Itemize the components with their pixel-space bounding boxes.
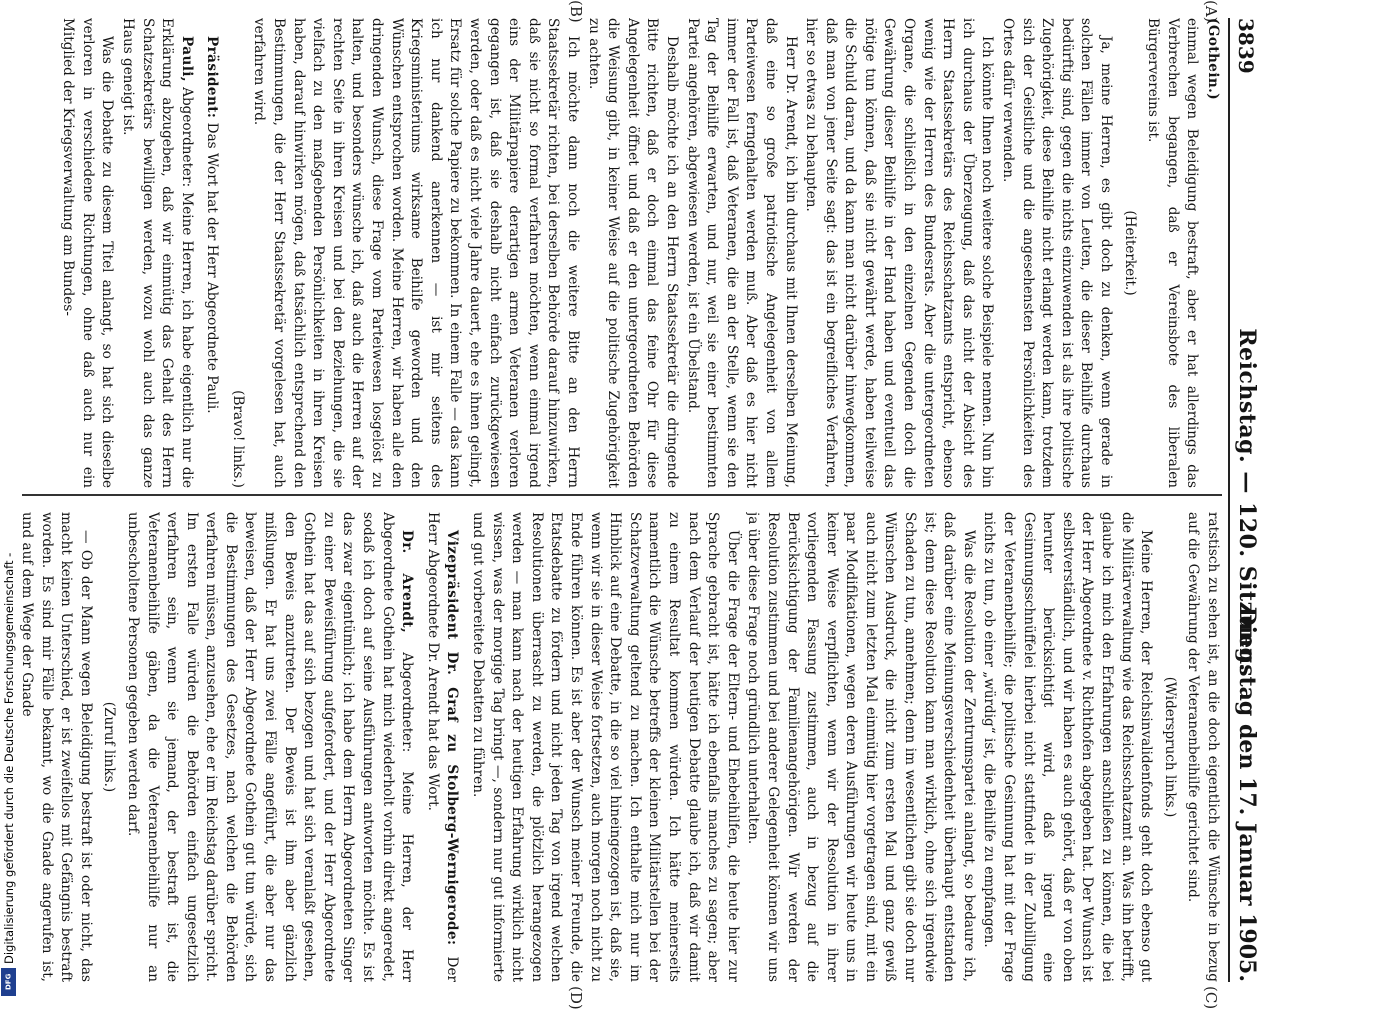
paragraph: einmal wegen Beleidigung bestraft, aber er hat allerdings das Verbrechen begangen, daß er Vereinsbote des liberalen Bürgervereins ist. (1145, 18, 1201, 488)
paragraph: Ja, meine Herren, es gibt doch zu denken, wenn gerade in solchen Fällen immer von Leuten, die dieser Beihilfe durchaus bedürftig sind, gegen die nichts einzuwenden ist als ihre politische Zugehörigkeit, diese Beihilfe nicht erlangt werden kann, trotzdem sich der Geistliche und die angesehensten Persönlichkeiten des Ortes dafür verwenden. (1000, 18, 1115, 488)
paragraph: Was die Debatte zu diesem Titel anlangt, so hat sich dieselbe verloren in verschiedene Richtungen, ohne daß auch nur ein Mitglied der Kriegsverwaltung am Bundes- (60, 18, 116, 488)
speech-text: Das Wort hat der Herr Abgeordnete Pauli. (204, 122, 221, 414)
page-header (1228, 18, 1264, 982)
speech-text: Abgeordneter: Meine Herren, ich habe eigentlich nur die Erklärung abzugeben, daß wir einmütig das Gehalt des Herrn Schatzsekretärs bewilligen werden, wozu wohl auch das ganze Haus geneigt ist. (119, 18, 195, 488)
margin-marker-c: (C) (1202, 986, 1220, 1010)
speaker-name: Pauli, (178, 36, 195, 83)
margin-marker-d: (D) (567, 986, 585, 1010)
paragraph: Deshalb möchte ich an den Herrn Staatssekretär die dringende Bitte richten, daß er doch einmal das feine Ohr für diese Angelegenheit öffnet und daß er den untergeordneten Behörden die Weisung gibt, in keiner Weise auf die politische Zugehörigkeit zu achten. (585, 18, 680, 488)
speech-text: Abgeordneter: Meine Herren, der Herr Abgeordnete Gothein hat mich wiederholt vorhin direkt angeredet, sodaß ich doch auf seine Ausführungen antworten möchte. Es ist das zwar eigentümlich; ich habe dem Herrn Abgeordneten Singer zu einer Beweisführung aufgefordert, und der Herr Abgeordnete Gothein hat das auf sich bezogen und hat sich veranlaßt gesehen, den Beweis anzutreten. Der Beweis ist ihm aber gänzlich mißlungen. Er hat uns zwei Fälle angeführt, die aber nur das beweisen, daß der Herr Abgeordnete Gothein gut tun würde, sich die Bestimmungen des Gesetzes, nach welchen die Behörden verfahren müssen, anzusehen, ehe er im Reichstag darüber spricht. Im ersten Falle würden die Behörden einfach ungesetzlich verfahren sein, wenn sie jemand, der bestraft ist, die Veteranenbeihilfe gäben, da die Veteranenbeihilfe nur an unbescholtene Personen gegeben werden darf. (124, 512, 416, 982)
speaker-paragraph (117, 18, 195, 488)
dfg-logo: DFG (1, 968, 16, 996)
right-column (12, 512, 1222, 982)
page-number: 3839 (1234, 18, 1258, 74)
margin-marker-b: (B) (567, 0, 585, 23)
speaker-paragraph (122, 512, 416, 982)
speaker-label: Präsident: (204, 36, 221, 119)
paragraph: Meine Herren, der Reichsinvalidenfonds geht doch ebenso gut die Militärverwaltung wie das Reichsschatzamt an. Was ihn betrifft, glaube ich mich den Erfahrungen anschließen zu können, die bei der Herr Abgeordnete v. Richthofen abgegeben hat. Der Wunsch ist selbstverständlich, und wir haben es auch gehört, daß er von oben herunter berücksichtigt wird, daß irgend eine Gesinnungsschnüffelei hierbei nicht stattfindet in der Zubilligung der Veteranenbeihilfe; die politische Gesinnung hat mit der Frage nichts zu tun, ob einer „würdig“ ist, die Beihilfe zu empfangen. (981, 512, 1155, 982)
watermark-text: Digitalisierung gefördert durch die Deutsche Forschungsgemeinschaft - (2, 552, 16, 964)
paragraph: Ich könnte Ihnen noch weitere solche Beispiele nennen. Nun bin ich durchaus der Überzeugung, daß das nicht der Absicht des Herrn Staatssekretärs des Reichsschatzamts entspricht, ebenso wenig wie der Herren des Bundesrats. Aber die untergeordneten Organe, die schließlich in den einzelnen Gegenden doch die Gewährung dieser Beihilfe in der Hand haben und eventuell das nötige tun können, daß sie nicht gewährt werde, haben teilweise die Schuld daran, und da kann man nicht darüber hinwegkommen, daß man von jener Seite sagt: das ist ein begreifliches Verfahren, hier so etwas zu behaupten. (803, 18, 996, 488)
interjection: (Heiterkeit.) (1121, 210, 1138, 296)
speaker-tag: (Gothein.) (1205, 18, 1221, 101)
speaker-label: Vizepräsident Dr. Graf zu Stolberg-Wernigerode: (444, 530, 461, 946)
speech-text: Der Herr Abgeordnete Dr. Arendt hat das Wort. (424, 512, 461, 982)
paragraph: Was die Resolution der Zentrumspartei anlangt, so bedaure ich, daß darüber eine Meinungsverschiedenheit überhaupt entstanden ist; denn diese Resolution kann man wirklich, ohne sich irgendwie Schaden zu tun, annehmen; denn im wesentlichen gibt sie doch nur Wünschen Ausdruck, die nicht zum ersten Mal und ganz gewiß auch nicht zum letzten Mal einmütig hier vorgetragen sind, mit ein paar Modifikationen, wegen deren Ausführungen wir heute uns in keiner Weise verpflichten, wenn wir der Resolution in ihrer vorliegenden Fassung zustimmen, auch in bezug auf die Berücksichtigung der Familienangehörigen. Wir werden der Resolution zustimmen und bei anderer Gelegenheit können wir uns ja über diese Frage noch gründlich unterhalten. (745, 512, 977, 982)
session-date: Dienstag den 17. Januar 1905. (1234, 606, 1260, 982)
paragraph: — Ob der Mann wegen Beleidigung bestraft ist oder nicht, das macht keinen Unterschied, er ist zweifellos mit Gefängnis bestraft worden. Es sind mir Fälle bekannt, wo die Gnade angerufen ist, und auf dem Wege der Gnade (18, 512, 94, 982)
speaker-paragraph (422, 512, 461, 982)
paragraph: ratstisch zu sehen ist, an die doch eigentlich die Wünsche in bezug auf die Gewährung der Veteranenbeihilfe gerichtet sind. (1185, 512, 1221, 982)
column-divider (22, 494, 1222, 496)
left-column (12, 18, 1222, 488)
interjection: (Widerspruch links.) (1161, 676, 1178, 818)
digitization-notice (0, 552, 18, 1000)
paragraph: Ich möchte dann noch die weitere Bitte an den Herrn Staatssekretär richten, bei derselben Behörde darauf hinzuwirken, daß sie nicht so formal verfahren möchten, wenn einmal irgend eins der Militärpapiere derartigen armen Veteranen verloren gegangen ist, daß sie deshalb nicht einfach zurückgewiesen werden, oder daß es nicht viele Jahre dauert, ehe es ihnen gelingt, Ersatz für solche Papiere zu bekommen. In einem Falle — das kann ich nur dankend anerkennen — ist mir seitens des Kriegsministeriums wirksame Beihilfe geworden und den Wünschen entsprochen worden. Meine Herren, wir haben alle den dringenden Wunsch, diese Frage vom Parteiwesen losgelöst zu halten, und besonders wünsche ich, daß auch die Herren auf der rechten Seite in ihren Kreisen und bei den Beziehungen, die sie vielfach zu den maßgebenden Persönlichkeiten in ihren Kreisen haben, darauf hinwirken mögen, daß tatsächlich entsprechend den Bestimmungen, die der Herr Staatssekretär vorgelesen hat, auch verfahren wird. (251, 18, 581, 488)
interjection: (Bravo! links.) (229, 390, 246, 488)
margin-marker-a: (A) (1202, 0, 1220, 23)
interjection: (Zuruf links.) (101, 701, 118, 793)
speaker-name: Dr. Arendt, (399, 530, 416, 634)
paragraph: Über die Frage der Eltern- und Ehebeihilfen, die heute hier zur Sprache gebracht ist, hätte ich ebenfalls manches zu sagen; aber nach dem Verlauf der heutigen Debatte glaube ich, daß wir damit zu einem Resultat kommen würden. Ich hätte meinerseits namentlich die Wünsche betreffs der kleinen Militärstellen bei der Schatzverwaltung geltend zu machen. Ich enthalte mich nur im Hinblick auf eine Debatte, in die so viel hineingezogen ist, daß sie, wenn wir sie in dieser Weise fortsetzen, auch morgen noch nicht zu Ende führen können. Es ist aber der Wunsch meiner Freunde, die Etatsdebatte zu fördern und nicht jeden Tag von irgend welchen Resolutionen überrascht zu werden, die plötzlich herangezogen werden — man kann nach der heutigen Erfahrung wirklich nicht wissen, was der morgige Tag bringt —, sondern nur gut informierte und gut vorbereitete Debatten zu führen. (470, 512, 741, 982)
paragraph: Herr Dr. Arendt, ich bin durchaus mit Ihnen derselben Meinung, daß eine so große patriotische Angelegenheit von allem Parteiwesen ferngehalten werden muß. Aber daß es hier nicht immer der Fall ist, daß Veteranen, die an der Stelle, wenn sie den Tag der Beihilfe erwarten, und nur, weil sie einer bestimmten Partei angehören, abgewiesen werden, ist ein Übelstand. (684, 18, 799, 488)
page-title: Reichstag. — 120. Sitzung. (1234, 328, 1260, 672)
speaker-paragraph (202, 18, 222, 488)
